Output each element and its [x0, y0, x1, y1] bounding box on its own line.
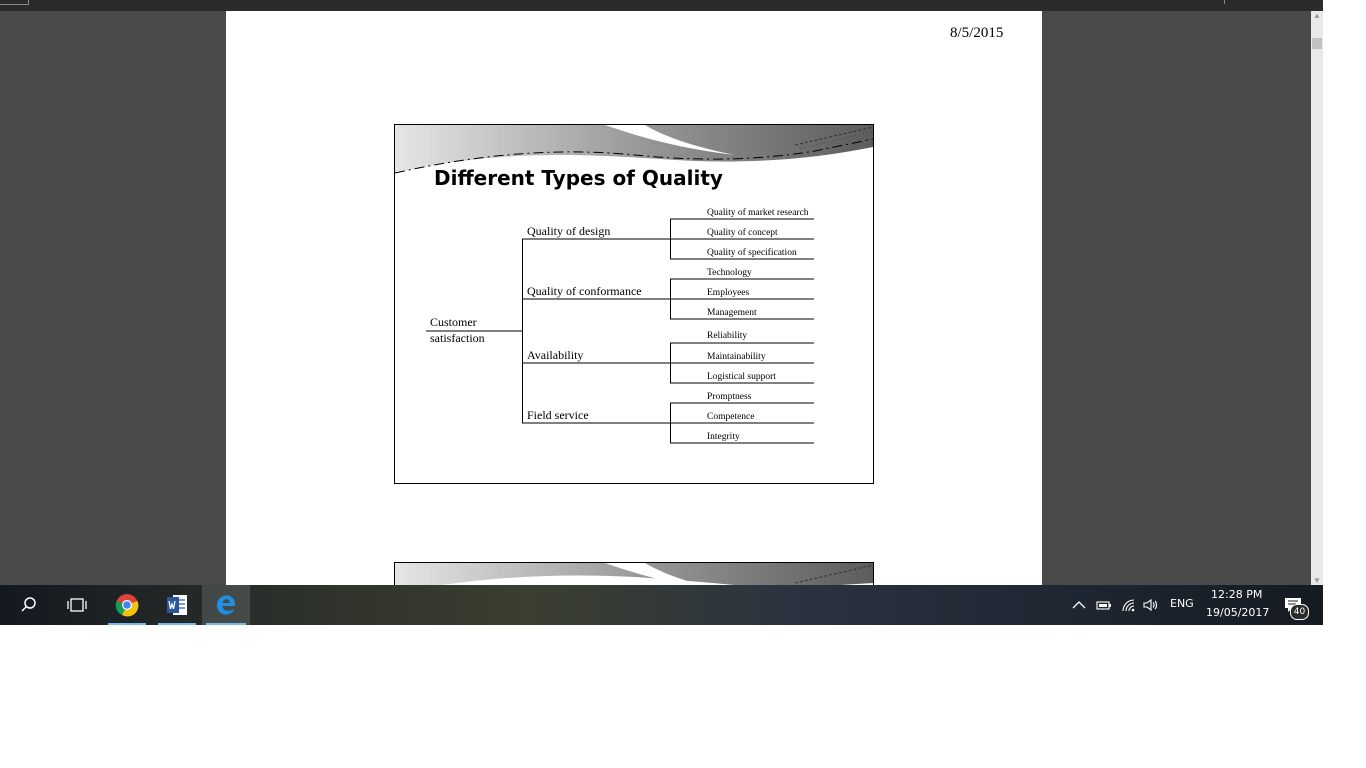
- taskbar-app-edge[interactable]: [202, 585, 250, 625]
- title-bar: [0, 0, 1323, 11]
- search-icon: [20, 596, 38, 614]
- branch-label: Quality of design: [527, 224, 611, 238]
- word-icon: [165, 593, 189, 617]
- branch-label: Quality of conformance: [527, 284, 642, 298]
- branch-label: Availability: [527, 348, 584, 362]
- show-hidden-icons-button[interactable]: [1068, 585, 1090, 625]
- speaker-icon: [1142, 598, 1160, 612]
- network-button[interactable]: [1118, 585, 1140, 625]
- leaf-label: Integrity: [707, 432, 740, 442]
- document-page: [226, 11, 1042, 585]
- page-header-date: 8/5/2015: [950, 25, 1004, 41]
- volume-button[interactable]: [1140, 585, 1162, 625]
- task-view-icon: [66, 597, 88, 613]
- leaf-label: Employees: [707, 288, 750, 298]
- leaf-label: Promptness: [707, 392, 752, 402]
- root-label-line1: Customer: [430, 315, 477, 329]
- leaf-label: Maintainability: [707, 352, 766, 362]
- task-view-button[interactable]: [54, 585, 100, 625]
- scroll-up-arrow-icon[interactable]: ▲: [1313, 11, 1321, 20]
- scrollbar-thumb[interactable]: [1312, 38, 1322, 49]
- quality-tree-diagram: [395, 125, 873, 483]
- leaf-label: Technology: [707, 268, 752, 278]
- leaf-label: Competence: [707, 412, 755, 422]
- vertical-scrollbar[interactable]: [1311, 11, 1323, 585]
- leaf-label: Quality of specification: [707, 248, 797, 258]
- window-control[interactable]: [0, 0, 29, 5]
- chrome-icon: [115, 593, 139, 617]
- chevron-up-icon: [1072, 600, 1086, 610]
- battery-icon: [1096, 599, 1112, 611]
- clock-time[interactable]: 12:28 PM: [1211, 588, 1263, 601]
- taskbar-app-word[interactable]: [154, 585, 200, 625]
- leaf-label: Logistical support: [707, 372, 776, 382]
- taskbar: [0, 585, 1323, 625]
- edge-icon: [214, 593, 238, 617]
- leaf-label: Management: [707, 308, 757, 318]
- wifi-icon: [1121, 598, 1137, 612]
- slide-title: Different Types of Quality: [434, 166, 723, 190]
- clock-date[interactable]: 19/05/2017: [1206, 606, 1270, 619]
- branch-label: Field service: [527, 408, 589, 422]
- language-indicator[interactable]: ENG: [1170, 597, 1194, 610]
- action-center-button[interactable]: [1276, 585, 1310, 625]
- battery-button[interactable]: [1093, 585, 1115, 625]
- slide-thumbnail-next: [394, 562, 874, 585]
- search-button[interactable]: [6, 585, 52, 625]
- leaf-label: Reliability: [707, 331, 748, 341]
- taskbar-app-chrome[interactable]: [104, 585, 150, 625]
- leaf-label: Quality of concept: [707, 228, 778, 238]
- slide-header-wave: [395, 563, 873, 585]
- leaf-label: Quality of market research: [707, 208, 809, 218]
- notification-count-badge: 40: [1290, 604, 1309, 620]
- scroll-down-arrow-icon[interactable]: ▼: [1313, 576, 1321, 585]
- root-label-line2: satisfaction: [430, 331, 485, 345]
- slide-thumbnail: [394, 124, 874, 484]
- toolbar-separator: [1224, 0, 1225, 4]
